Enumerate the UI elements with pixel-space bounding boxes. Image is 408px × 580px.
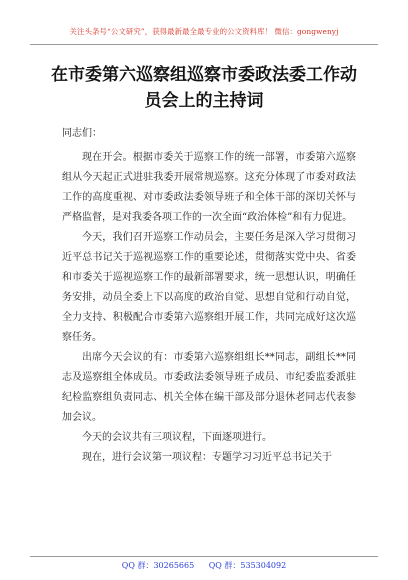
footer-qq-group-1: QQ 群：30265665	[121, 561, 195, 570]
paragraph-3: 出席今天会议的有：市委第六巡察组组长**同志，副组长**同志及巡察组全体成员。市委政法委领导班子成员、市纪委监委派驻纪检监察组负责同志、机关全体在编干部及部分退休老同志代表参加会议。	[62, 352, 356, 423]
salutation: 同志们：	[62, 128, 102, 139]
document-title-line-1: 在市委第六巡察组巡察市委政法委工作动	[51, 65, 357, 85]
document-title	[40, 62, 368, 114]
document-body	[62, 124, 356, 468]
header-divider	[30, 44, 378, 45]
footer	[0, 560, 408, 571]
paragraph-4: 今天的会议共有三项议程，下面逐项进行。	[82, 432, 272, 443]
paragraph-5: 现在，进行会议第一项议程：专题学习习近平总书记关于	[82, 452, 332, 463]
footer-qq-group-2: QQ 群：535304092	[208, 561, 287, 570]
paragraph-2: 今天，我们召开巡察工作动员会，主要任务是深入学习贯彻习近平总书记关于巡视巡察工作的重要论述，贯彻落实党中央、省委和市委关于巡视巡察工作的最新部署要求，统一思想认识，明确任务安排，动员全委上下以高度的政治自觉、思想自觉和行动自觉，全力支持、积极配合市委第六巡察组开展工作，共同完成好这次巡察任务。	[62, 232, 356, 343]
document-title-line-2: 员会上的主持词	[144, 91, 264, 111]
paragraph-1: 现在开会。根据市委关于巡察工作的统一部署，市委第六巡察组从今天起正式进驻我委开展常规巡察。这充分体现了市委对政法工作的高度重视、对市委政法委领导班子和全体干部的深切关怀与严格监督，是对我委各项工作的一次全面“政治体检”和有力促进。	[62, 152, 356, 223]
header-banner: 关注头条号“公文研究”，获得最新最全最专业的公文资料库！ 微信：gongwenyj	[69, 27, 339, 36]
footer-divider	[30, 556, 378, 557]
